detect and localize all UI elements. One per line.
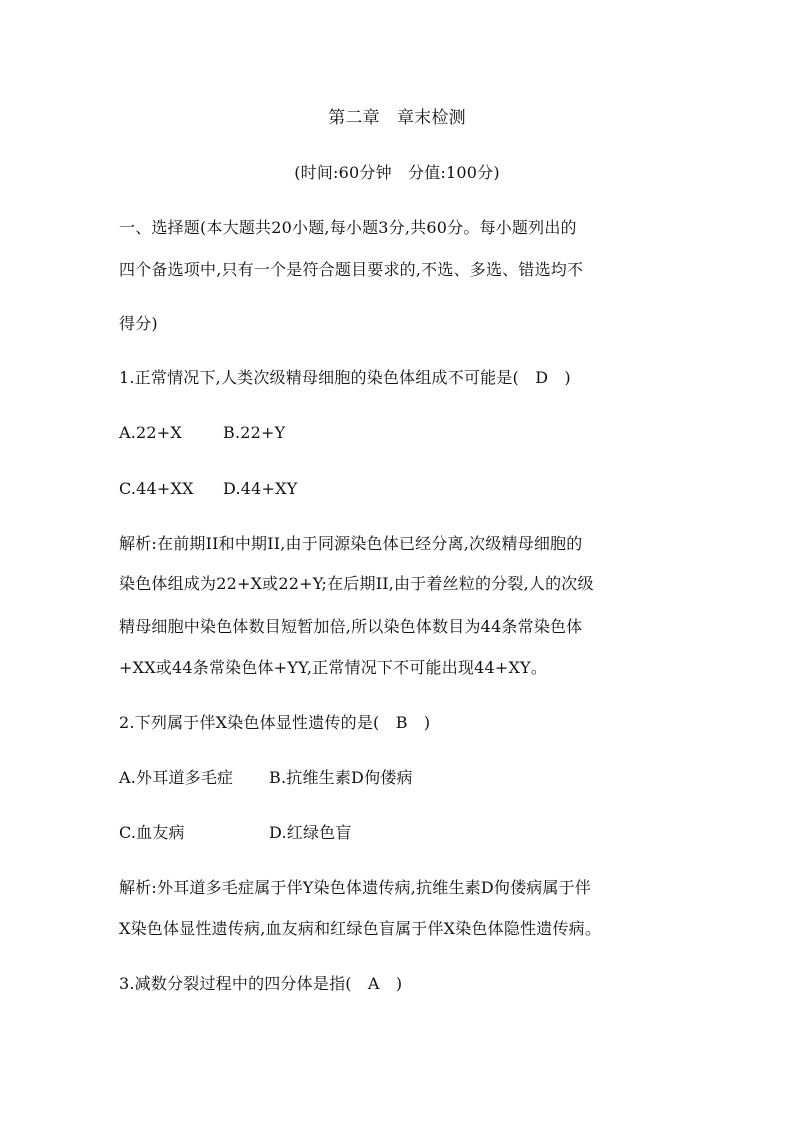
question-3-stem: 3.减数分裂过程中的四分体是指( A ): [119, 974, 403, 993]
question-2-stem: 2.下列属于伴X染色体显性遗传的是( B ): [119, 713, 431, 732]
section-instructions-line-3: 得分): [119, 314, 158, 333]
question-2-option-c: C.血友病: [119, 823, 185, 842]
question-2-option-b: B.抗维生素D佝偻病: [269, 768, 413, 787]
question-1-option-a: A.22+X: [119, 423, 182, 442]
question-2-option-d: D.红绿色盲: [269, 823, 352, 842]
exam-time-score: (时间:60分钟 分值:100分): [294, 163, 500, 182]
section-instructions-line-2: 四个备选项中,只有一个是符合题目要求的,不选、多选、错选均不: [119, 260, 584, 279]
question-1-explanation-line-1: 解析:在前期II和中期II,由于同源染色体已经分离,次级精母细胞的: [119, 534, 583, 553]
question-1-stem: 1.正常情况下,人类次级精母细胞的染色体组成不可能是( D ): [119, 368, 571, 387]
question-1-explanation-line-2: 染色体组成为22+X或22+Y;在后期II,由于着丝粒的分裂,人的次级: [119, 574, 594, 593]
question-1-option-c: C.44+XX: [119, 479, 194, 498]
question-2-options-row-1: [119, 767, 699, 789]
question-2-explanation-line-2: X染色体显性遗传病,血友病和红绿色盲属于伴X染色体隐性遗传病。: [119, 919, 602, 938]
question-1-option-d: D.44+XY: [223, 479, 298, 498]
question-1-explanation-line-4: +XX或44条常染色体+YY,正常情况下不可能出现44+XY。: [119, 658, 548, 677]
question-1-options-row-2: [119, 478, 699, 500]
section-instructions-line-1: 一、选择题(本大题共20小题,每小题3分,共60分。每小题列出的: [119, 218, 577, 237]
question-2-options-row-2: [119, 822, 699, 844]
chapter-title: 第二章 章末检测: [328, 108, 466, 128]
question-2-explanation-line-1: 解析:外耳道多毛症属于伴Y染色体遗传病,抗维生素D佝偻病属于伴: [119, 878, 592, 897]
question-1-option-b: B.22+Y: [223, 423, 286, 442]
question-1-options-row-1: [119, 422, 699, 444]
question-1-explanation-line-3: 精母细胞中染色体数目短暂加倍,所以染色体数目为44条常染色体: [119, 617, 583, 636]
question-2-option-a: A.外耳道多毛症: [119, 768, 234, 787]
